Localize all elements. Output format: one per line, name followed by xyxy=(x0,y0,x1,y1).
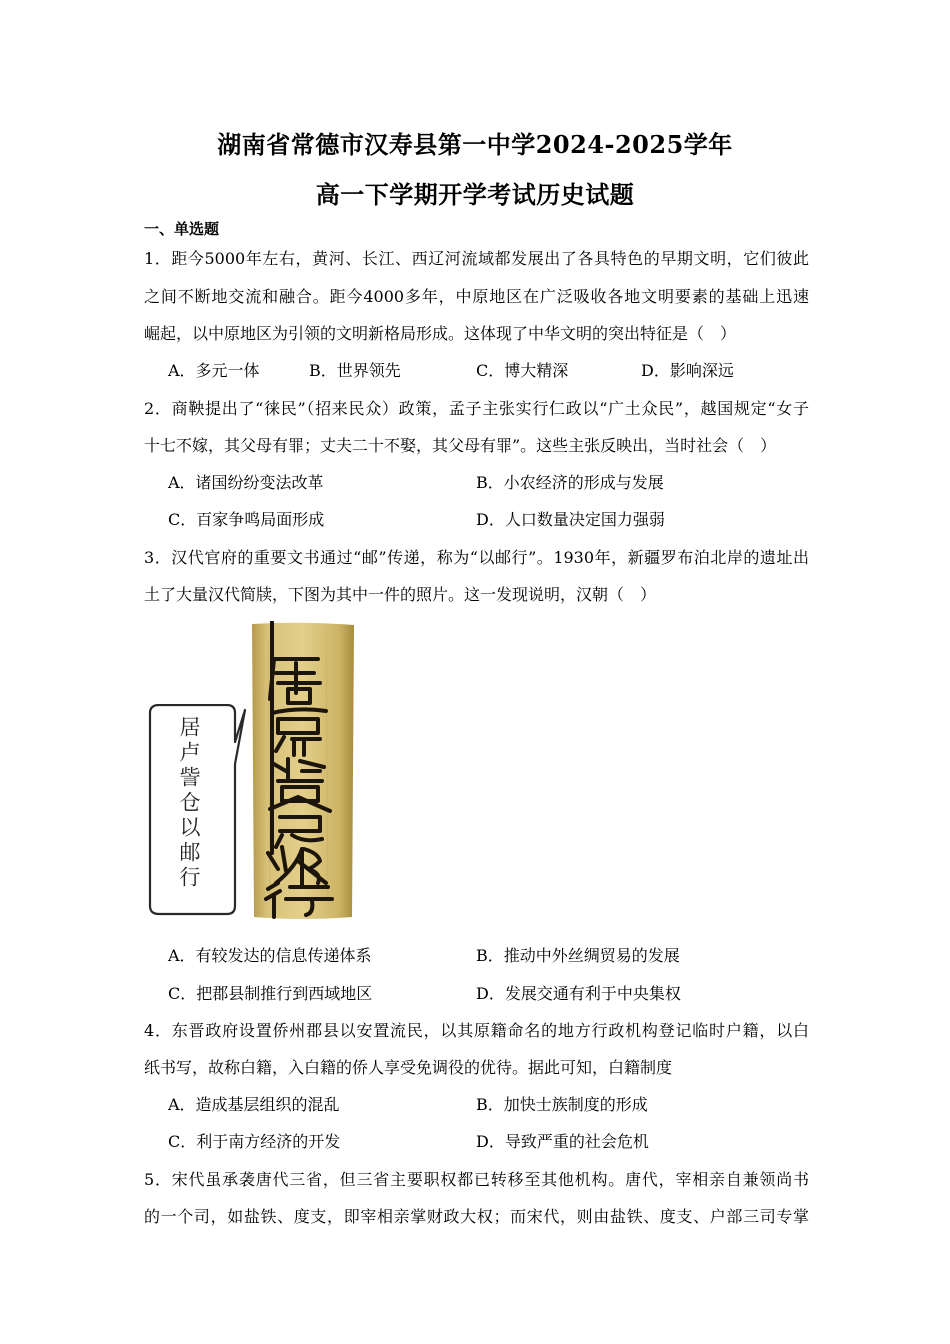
q1-line-3: 崛起，以中原地区为引领的文明新格局形成。这体现了中华文明的突出特征是（ ） xyxy=(144,324,737,343)
q2-line-1: 2．商鞅提出了“徕民”（招来民众）政策，孟子主张实行仁政以“广土众民”，越国规定“女子 xyxy=(144,399,809,418)
q2-option-b[interactable]: B．小农经济的形成与发展 xyxy=(476,473,664,492)
wooden-slip-image xyxy=(248,621,358,921)
q2-option-d[interactable]: D．人口数量决定国力强弱 xyxy=(476,510,665,529)
title-line-1: 湖南省常德市汉寿县第一中学2024-2025学年 xyxy=(217,130,733,159)
q3-option-a[interactable]: A．有较发达的信息传递体系 xyxy=(168,946,372,965)
q4-option-c[interactable]: C．利于南方经济的开发 xyxy=(168,1132,341,1151)
q3-line-2: 土了大量汉代简牍，下图为其中一件的照片。这一发现说明，汉朝（ ） xyxy=(144,585,657,604)
q5-line-2: 的一个司，如盐铁、度支，即宰相亲掌财政大权；而宋代，则由盐铁、度支、户部三司专掌 xyxy=(144,1207,809,1226)
q2-line-2: 十七不嫁，其父母有罪；丈夫二十不娶，其父母有罪”。这些主张反映出，当时社会（ ） xyxy=(144,436,777,455)
bubble-caption: 居卢訾仓以邮行 xyxy=(177,716,201,891)
q4-option-a[interactable]: A．造成基层组织的混乱 xyxy=(168,1095,340,1114)
q4-option-d[interactable]: D．导致严重的社会危机 xyxy=(476,1132,649,1151)
q2-option-c[interactable]: C．百家争鸣局面形成 xyxy=(168,510,325,529)
q1-option-c[interactable]: C．博大精深 xyxy=(476,361,569,380)
section-heading: 一、单选题 xyxy=(144,220,220,238)
q1-line-1: 1．距今5000年左右，黄河、长江、西辽河流域都发展出了各具特色的早期文明，它们彼此 xyxy=(144,249,809,268)
title-line-2: 高一下学期开学考试历史试题 xyxy=(315,180,635,209)
q5-line-1: 5．宋代虽承袭唐代三省，但三省主要职权都已转移至其他机构。唐代，宰相亲自兼领尚书 xyxy=(144,1170,809,1189)
q1-option-b[interactable]: B．世界领先 xyxy=(309,361,401,380)
q4-line-2: 纸书写，故称白籍，入白籍的侨人享受免调役的优待。据此可知，白籍制度 xyxy=(144,1058,673,1077)
q1-line-2: 之间不断地交流和融合。距今4000多年，中原地区在广泛吸收各地文明要素的基础上迅速 xyxy=(144,287,809,306)
q3-option-d[interactable]: D．发展交通有利于中央集权 xyxy=(476,984,681,1003)
q2-option-a[interactable]: A．诸国纷纷变法改革 xyxy=(168,473,324,492)
q1-option-d[interactable]: D．影响深远 xyxy=(641,361,734,380)
q3-option-b[interactable]: B．推动中外丝绸贸易的发展 xyxy=(476,946,680,965)
q3-option-c[interactable]: C．把郡县制推行到西域地区 xyxy=(168,984,373,1003)
q1-option-a[interactable]: A．多元一体 xyxy=(168,361,260,380)
q4-option-b[interactable]: B．加快士族制度的形成 xyxy=(476,1095,648,1114)
q3-line-1: 3．汉代官府的重要文书通过“邮”传递，称为“以邮行”。1930年，新疆罗布泊北岸的遗址出 xyxy=(144,548,809,567)
q4-line-1: 4．东晋政府设置侨州郡县以安置流民，以其原籍命名的地方行政机构登记临时户籍，以白 xyxy=(144,1021,809,1040)
